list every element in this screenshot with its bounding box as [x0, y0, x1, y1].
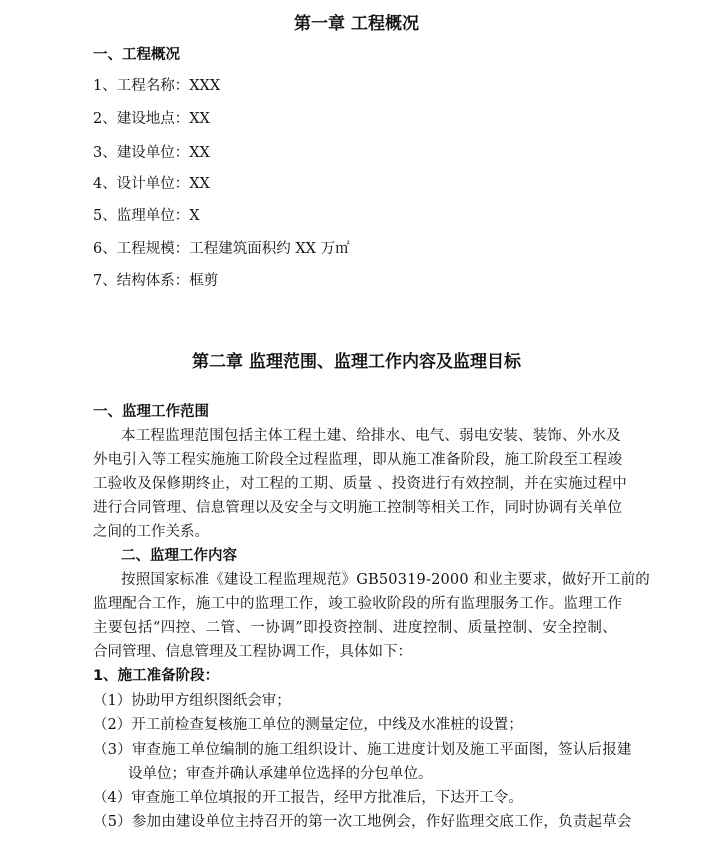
prep-item: （4）审查施工单位填报的开工报告，经甲方批准后，下达开工令。	[93, 790, 523, 806]
prep-item: （1）协助甲方组织图纸会审；	[93, 693, 291, 709]
supervision-unit-line: 5、监理单位：X	[93, 208, 200, 224]
scope-paragraph-line: 本工程监理范围包括主体工程土建、给排水、电气、弱电安装、装饰、外水及	[121, 428, 621, 444]
design-unit-line: 4、设计单位：XX	[93, 176, 210, 192]
content-paragraph-line: 合同管理、信息管理及工程协调工作，具体如下：	[93, 644, 412, 660]
construction-unit-line: 3、建设单位：XX	[93, 145, 210, 161]
prep-stage-heading: 1、施工准备阶段：	[93, 668, 220, 684]
project-name-line: 1、工程名称：XXX	[93, 78, 221, 94]
prep-item: （3）审查施工单位编制的施工组织设计、施工进度计划及施工平面图，签认后报建	[93, 742, 632, 758]
prep-item-continuation: 设单位；审查并确认承建单位选择的分包单位。	[128, 766, 433, 782]
project-scale-line: 6、工程规模：工程建筑面积约 XX 万㎡	[93, 241, 350, 257]
supervision-content-heading: 二、监理工作内容	[121, 548, 237, 564]
project-location-line: 2、建设地点：XX	[93, 111, 210, 127]
chapter-2-title: 第二章 监理范围、监理工作内容及监理目标	[192, 352, 521, 372]
content-paragraph-line: 监理配合工作，施工中的监理工作，竣工验收阶段的所有监理服务工作。监理工作	[93, 596, 623, 612]
scope-paragraph-line: 外电引入等工程实施施工阶段全过程监理，即从施工准备阶段，施工阶段至工程竣	[93, 452, 623, 468]
content-paragraph-line: 主要包括“四控、二管、一协调”即投资控制、进度控制、质量控制、安全控制、	[93, 620, 617, 636]
section-project-overview-heading: 一、工程概况	[93, 47, 180, 63]
prep-item: （2）开工前检查复核施工单位的测量定位，中线及水准桩的设置；	[93, 717, 523, 733]
prep-item: （5）参加由建设单位主持召开的第一次工地例会，作好监理交底工作，负责起草会	[93, 814, 632, 830]
scope-paragraph-line: 进行合同管理、信息管理以及安全与文明施工控制等相关工作，同时协调有关单位	[93, 500, 623, 516]
chapter-1-title: 第一章 工程概况	[294, 14, 419, 34]
supervision-scope-heading: 一、监理工作范围	[93, 404, 209, 420]
structure-system-line: 7、结构体系：框剪	[93, 273, 219, 289]
scope-paragraph-line: 之间的工作关系。	[93, 524, 209, 540]
scope-paragraph-line: 工验收及保修期终止，对工程的工期、质量 、投资进行有效控制，并在实施过程中	[93, 476, 628, 492]
content-paragraph-line: 按照国家标准《建设工程监理规范》GB50319-2000 和业主要求，做好开工前的	[121, 572, 650, 588]
